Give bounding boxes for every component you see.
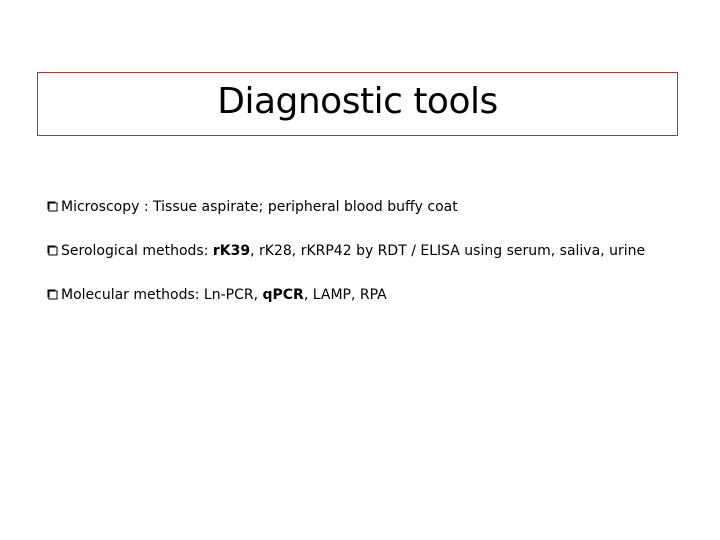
bullet-segment: Molecular methods: Ln-PCR, [61,287,263,303]
bullet-item [47,240,707,262]
bullet-segment: Microscopy : Tissue aspirate; peripheral blood buffy coat [61,199,458,215]
bullet-segment: , LAMP, RPA [303,287,387,303]
bullet-segment: , rK28, rKRP42 by RDT / ELISA using serum, saliva, urine [250,243,646,259]
bullet-text [61,240,645,262]
bullet-item [47,284,707,306]
bullet-item [47,196,707,218]
bullet-text [61,284,387,306]
bullet-segment-bold: qPCR [262,287,304,303]
checkbox-bullet-icon [47,240,61,262]
bullet-list [47,196,707,328]
bullet-text [61,196,458,218]
bullet-segment: Serological methods: [61,243,213,259]
slide-title: Diagnostic tools [217,81,498,122]
checkbox-bullet-icon [47,284,61,306]
bullet-segment-bold: rK39 [212,243,251,259]
checkbox-bullet-icon [47,196,61,218]
title-box [37,72,678,136]
